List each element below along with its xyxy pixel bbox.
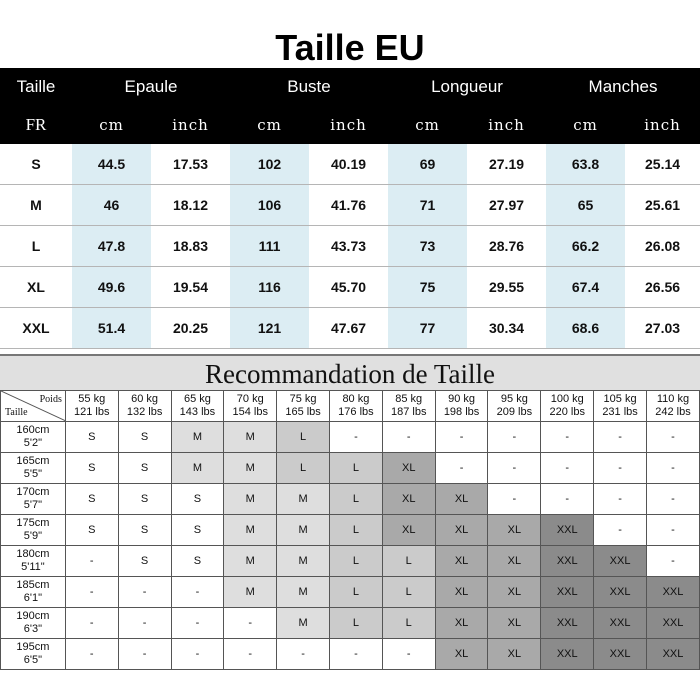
height-header <box>1 453 66 484</box>
weight-kg: 70 kg <box>236 393 264 405</box>
weight-header <box>224 391 277 422</box>
size-recommendation-cell: - <box>171 639 224 670</box>
unit-header: cm <box>230 106 309 144</box>
size-recommendation-cell: - <box>435 422 488 453</box>
size-recommendation-cell: - <box>224 608 277 639</box>
size-recommendation-cell: XXL <box>646 608 699 639</box>
page-title: Taille EU <box>275 27 425 68</box>
size-recommendation-cell: S <box>171 546 224 577</box>
height-ft: 5'9" <box>23 530 43 542</box>
size-recommendation-cell: - <box>118 639 171 670</box>
size-recommendation-cell: - <box>594 484 647 515</box>
size-recommendation-cell: - <box>382 422 435 453</box>
size-value: 27.03 <box>625 308 700 349</box>
size-recommendation-cell: L <box>382 546 435 577</box>
size-recommendation-cell: S <box>171 515 224 546</box>
weight-kg: 65 kg <box>183 393 211 405</box>
size-value: 28.76 <box>467 226 546 267</box>
size-recommendation-cell: M <box>277 608 330 639</box>
size-recommendation-cell: - <box>541 453 594 484</box>
size-recommendation-cell: XXL <box>541 577 594 608</box>
size-value: 18.83 <box>151 226 230 267</box>
size-recommendation-cell: - <box>646 484 699 515</box>
size-recommendation-cell: L <box>277 422 330 453</box>
size-recommendation-cell: XL <box>435 515 488 546</box>
weight-lbs: 176 lbs <box>338 406 374 418</box>
weight-kg: 80 kg <box>342 393 370 405</box>
weight-header <box>646 391 699 422</box>
size-recommendation-cell: XXL <box>646 639 699 670</box>
recommendation-section <box>0 354 700 700</box>
size-recommendation-cell: - <box>329 422 382 453</box>
size-recommendation-cell: XL <box>435 608 488 639</box>
size-value: 26.56 <box>625 267 700 308</box>
size-label: XXL <box>0 308 72 349</box>
size-recommendation-cell: L <box>382 577 435 608</box>
size-recommendation-cell: XL <box>435 546 488 577</box>
unit-header: cm <box>546 106 625 144</box>
size-value: 47.8 <box>72 226 151 267</box>
size-recommendation-cell: M <box>171 453 224 484</box>
height-ft: 5'7" <box>23 499 43 511</box>
size-recommendation-cell: - <box>488 453 541 484</box>
height-header <box>1 515 66 546</box>
size-value: 73 <box>388 226 467 267</box>
size-table-group-header <box>0 68 700 106</box>
size-recommendation-cell: - <box>171 577 224 608</box>
weight-header <box>277 391 330 422</box>
size-value: 25.61 <box>625 185 700 226</box>
height-ft: 6'5" <box>23 654 43 666</box>
size-row <box>0 226 700 267</box>
size-value: 77 <box>388 308 467 349</box>
weight-header <box>329 391 382 422</box>
size-recommendation-cell: S <box>118 422 171 453</box>
size-recommendation-cell: XXL <box>594 608 647 639</box>
size-value: 27.19 <box>467 144 546 185</box>
size-recommendation-cell: XL <box>488 577 541 608</box>
header-epaule: Epaule <box>72 68 230 106</box>
size-value: 121 <box>230 308 309 349</box>
size-recommendation-cell: M <box>277 546 330 577</box>
size-recommendation-cell: L <box>382 608 435 639</box>
height-header <box>1 639 66 670</box>
size-recommendation-cell: XL <box>488 608 541 639</box>
weight-header <box>594 391 647 422</box>
size-value: 27.97 <box>467 185 546 226</box>
size-recommendation-cell: M <box>224 484 277 515</box>
unit-header: inch <box>467 106 546 144</box>
size-recommendation-cell: - <box>435 453 488 484</box>
size-recommendation-cell: M <box>277 577 330 608</box>
header-buste: Buste <box>230 68 388 106</box>
height-row <box>1 546 700 577</box>
size-recommendation-cell: XXL <box>541 608 594 639</box>
weight-kg: 75 kg <box>289 393 317 405</box>
weight-header <box>65 391 118 422</box>
size-recommendation-cell: XXL <box>541 639 594 670</box>
size-row <box>0 185 700 226</box>
weight-lbs: 154 lbs <box>232 406 268 418</box>
size-recommendation-cell: XXL <box>594 639 647 670</box>
size-recommendation-cell: - <box>171 608 224 639</box>
size-value: 19.54 <box>151 267 230 308</box>
weight-lbs: 143 lbs <box>179 406 216 418</box>
unit-header: cm <box>388 106 467 144</box>
size-recommendation-cell: - <box>646 453 699 484</box>
height-cm: 195cm <box>16 641 50 653</box>
height-cm: 175cm <box>16 517 50 529</box>
weight-kg: 105 kg <box>603 393 637 405</box>
size-recommendation-cell: - <box>594 453 647 484</box>
header-longueur: Longueur <box>388 68 546 106</box>
weight-kg: 90 kg <box>448 393 476 405</box>
size-recommendation-cell: - <box>329 639 382 670</box>
size-recommendation-cell: S <box>118 515 171 546</box>
height-cm: 185cm <box>16 579 50 591</box>
weight-lbs: 231 lbs <box>602 406 638 418</box>
header-manches: Manches <box>546 68 700 106</box>
size-value: 51.4 <box>72 308 151 349</box>
size-label: XL <box>0 267 72 308</box>
unit-header: cm <box>72 106 151 144</box>
size-value: 47.67 <box>309 308 388 349</box>
size-recommendation-cell: XL <box>382 453 435 484</box>
size-recommendation-cell: XL <box>435 484 488 515</box>
size-recommendation-cell: M <box>277 484 330 515</box>
size-row <box>0 144 700 185</box>
size-value: 68.6 <box>546 308 625 349</box>
size-label: S <box>0 144 72 185</box>
size-value: 65 <box>546 185 625 226</box>
height-header <box>1 422 66 453</box>
size-value: 67.4 <box>546 267 625 308</box>
size-value: 63.8 <box>546 144 625 185</box>
size-recommendation-cell: XXL <box>541 546 594 577</box>
weight-kg: 95 kg <box>500 393 528 405</box>
corner-taille-label: Taille <box>5 407 28 418</box>
size-recommendation-cell: S <box>65 422 118 453</box>
height-ft: 5'11" <box>21 561 45 573</box>
height-cm: 170cm <box>16 486 50 498</box>
size-recommendation-cell: - <box>594 422 647 453</box>
weight-kg: 85 kg <box>395 393 423 405</box>
size-label: L <box>0 226 72 267</box>
size-table <box>0 68 700 349</box>
size-recommendation-cell: - <box>224 639 277 670</box>
height-ft: 6'3" <box>23 623 43 635</box>
recommendation-table <box>0 390 700 670</box>
size-recommendation-cell: - <box>594 515 647 546</box>
height-row <box>1 577 700 608</box>
size-recommendation-cell: XL <box>435 639 488 670</box>
weight-header <box>541 391 594 422</box>
weight-header <box>171 391 224 422</box>
size-recommendation-cell: XL <box>488 546 541 577</box>
weight-header-row <box>1 391 700 422</box>
height-header <box>1 577 66 608</box>
unit-header: inch <box>309 106 388 144</box>
size-value: 40.19 <box>309 144 388 185</box>
height-row <box>1 608 700 639</box>
size-value: 43.73 <box>309 226 388 267</box>
size-recommendation-cell: S <box>118 546 171 577</box>
weight-lbs: 220 lbs <box>549 406 585 418</box>
weight-lbs: 187 lbs <box>390 406 427 418</box>
size-recommendation-cell: - <box>118 608 171 639</box>
size-value: 26.08 <box>625 226 700 267</box>
size-recommendation-cell: XL <box>435 577 488 608</box>
size-recommendation-cell: - <box>382 639 435 670</box>
size-recommendation-cell: L <box>329 515 382 546</box>
size-value: 116 <box>230 267 309 308</box>
size-value: 25.14 <box>625 144 700 185</box>
size-recommendation-cell: S <box>65 484 118 515</box>
unit-header: inch <box>625 106 700 144</box>
size-row <box>0 267 700 308</box>
header-fr: FR <box>0 106 72 144</box>
height-ft: 6'1" <box>23 592 43 604</box>
height-ft: 5'2" <box>23 437 43 449</box>
height-ft: 5'5" <box>23 468 43 480</box>
size-recommendation-cell: L <box>329 546 382 577</box>
unit-header: inch <box>151 106 230 144</box>
height-cm: 165cm <box>16 455 50 467</box>
size-value: 20.25 <box>151 308 230 349</box>
weight-kg: 110 kg <box>656 393 690 405</box>
size-recommendation-cell: L <box>277 453 330 484</box>
size-recommendation-cell: - <box>277 639 330 670</box>
size-recommendation-cell: - <box>65 577 118 608</box>
size-recommendation-cell: XL <box>488 639 541 670</box>
size-recommendation-cell: L <box>329 453 382 484</box>
size-recommendation-cell: - <box>118 577 171 608</box>
size-value: 46 <box>72 185 151 226</box>
size-value: 69 <box>388 144 467 185</box>
weight-header <box>118 391 171 422</box>
size-table-unit-header <box>0 106 700 144</box>
size-value: 17.53 <box>151 144 230 185</box>
height-cm: 190cm <box>16 610 50 622</box>
size-recommendation-cell: M <box>224 453 277 484</box>
size-recommendation-cell: S <box>65 453 118 484</box>
size-recommendation-cell: M <box>171 422 224 453</box>
size-value: 44.5 <box>72 144 151 185</box>
height-cm: 180cm <box>16 548 50 560</box>
weight-kg: 60 kg <box>131 393 159 405</box>
height-row <box>1 639 700 670</box>
size-value: 41.76 <box>309 185 388 226</box>
size-recommendation-cell: - <box>646 546 699 577</box>
size-recommendation-cell: XL <box>382 515 435 546</box>
size-recommendation-cell: M <box>224 422 277 453</box>
size-recommendation-cell: XL <box>382 484 435 515</box>
size-recommendation-cell: L <box>329 608 382 639</box>
weight-lbs: 198 lbs <box>443 406 480 418</box>
weight-lbs: 209 lbs <box>496 406 533 418</box>
height-header <box>1 484 66 515</box>
corner-poids-label: Poids <box>39 394 62 405</box>
size-recommendation-cell: - <box>488 422 541 453</box>
size-value: 66.2 <box>546 226 625 267</box>
height-row <box>1 453 700 484</box>
size-value: 111 <box>230 226 309 267</box>
size-recommendation-cell: XXL <box>594 546 647 577</box>
header-taille: Taille <box>0 68 72 106</box>
height-cm: 160cm <box>16 424 50 436</box>
weight-header <box>488 391 541 422</box>
corner-cell <box>1 391 66 422</box>
height-row <box>1 422 700 453</box>
weight-lbs: 132 lbs <box>126 406 163 418</box>
weight-lbs: 165 lbs <box>285 406 321 418</box>
size-value: 71 <box>388 185 467 226</box>
weight-kg: 55 kg <box>78 393 106 405</box>
size-recommendation-cell: S <box>118 484 171 515</box>
size-recommendation-cell: - <box>646 515 699 546</box>
size-recommendation-cell: - <box>646 422 699 453</box>
height-header <box>1 608 66 639</box>
size-recommendation-cell: S <box>118 453 171 484</box>
size-recommendation-cell: XXL <box>594 577 647 608</box>
size-recommendation-cell: - <box>541 484 594 515</box>
weight-kg: 100 kg <box>550 393 584 405</box>
size-recommendation-cell: M <box>224 515 277 546</box>
size-value: 18.12 <box>151 185 230 226</box>
size-recommendation-cell: L <box>329 577 382 608</box>
height-header <box>1 546 66 577</box>
size-recommendation-cell: - <box>65 546 118 577</box>
height-row <box>1 515 700 546</box>
size-recommendation-cell: - <box>65 639 118 670</box>
size-recommendation-cell: - <box>488 484 541 515</box>
size-recommendation-cell: - <box>65 608 118 639</box>
size-value: 45.70 <box>309 267 388 308</box>
size-recommendation-cell: L <box>329 484 382 515</box>
size-recommendation-cell: M <box>277 515 330 546</box>
size-recommendation-cell: S <box>65 515 118 546</box>
size-recommendation-cell: S <box>171 484 224 515</box>
weight-header <box>382 391 435 422</box>
size-value: 49.6 <box>72 267 151 308</box>
size-recommendation-cell: XL <box>488 515 541 546</box>
size-value: 75 <box>388 267 467 308</box>
height-row <box>1 484 700 515</box>
size-recommendation-cell: XXL <box>646 577 699 608</box>
size-recommendation-cell: M <box>224 577 277 608</box>
size-recommendation-cell: XXL <box>541 515 594 546</box>
recommendation-title: Recommandation de Taille <box>0 356 700 391</box>
size-label: M <box>0 185 72 226</box>
size-row <box>0 308 700 349</box>
size-value: 106 <box>230 185 309 226</box>
weight-header <box>435 391 488 422</box>
size-value: 102 <box>230 144 309 185</box>
size-value: 29.55 <box>467 267 546 308</box>
size-value: 30.34 <box>467 308 546 349</box>
size-recommendation-cell: - <box>541 422 594 453</box>
size-recommendation-cell: M <box>224 546 277 577</box>
weight-lbs: 121 lbs <box>74 406 110 418</box>
weight-lbs: 242 lbs <box>655 406 691 418</box>
